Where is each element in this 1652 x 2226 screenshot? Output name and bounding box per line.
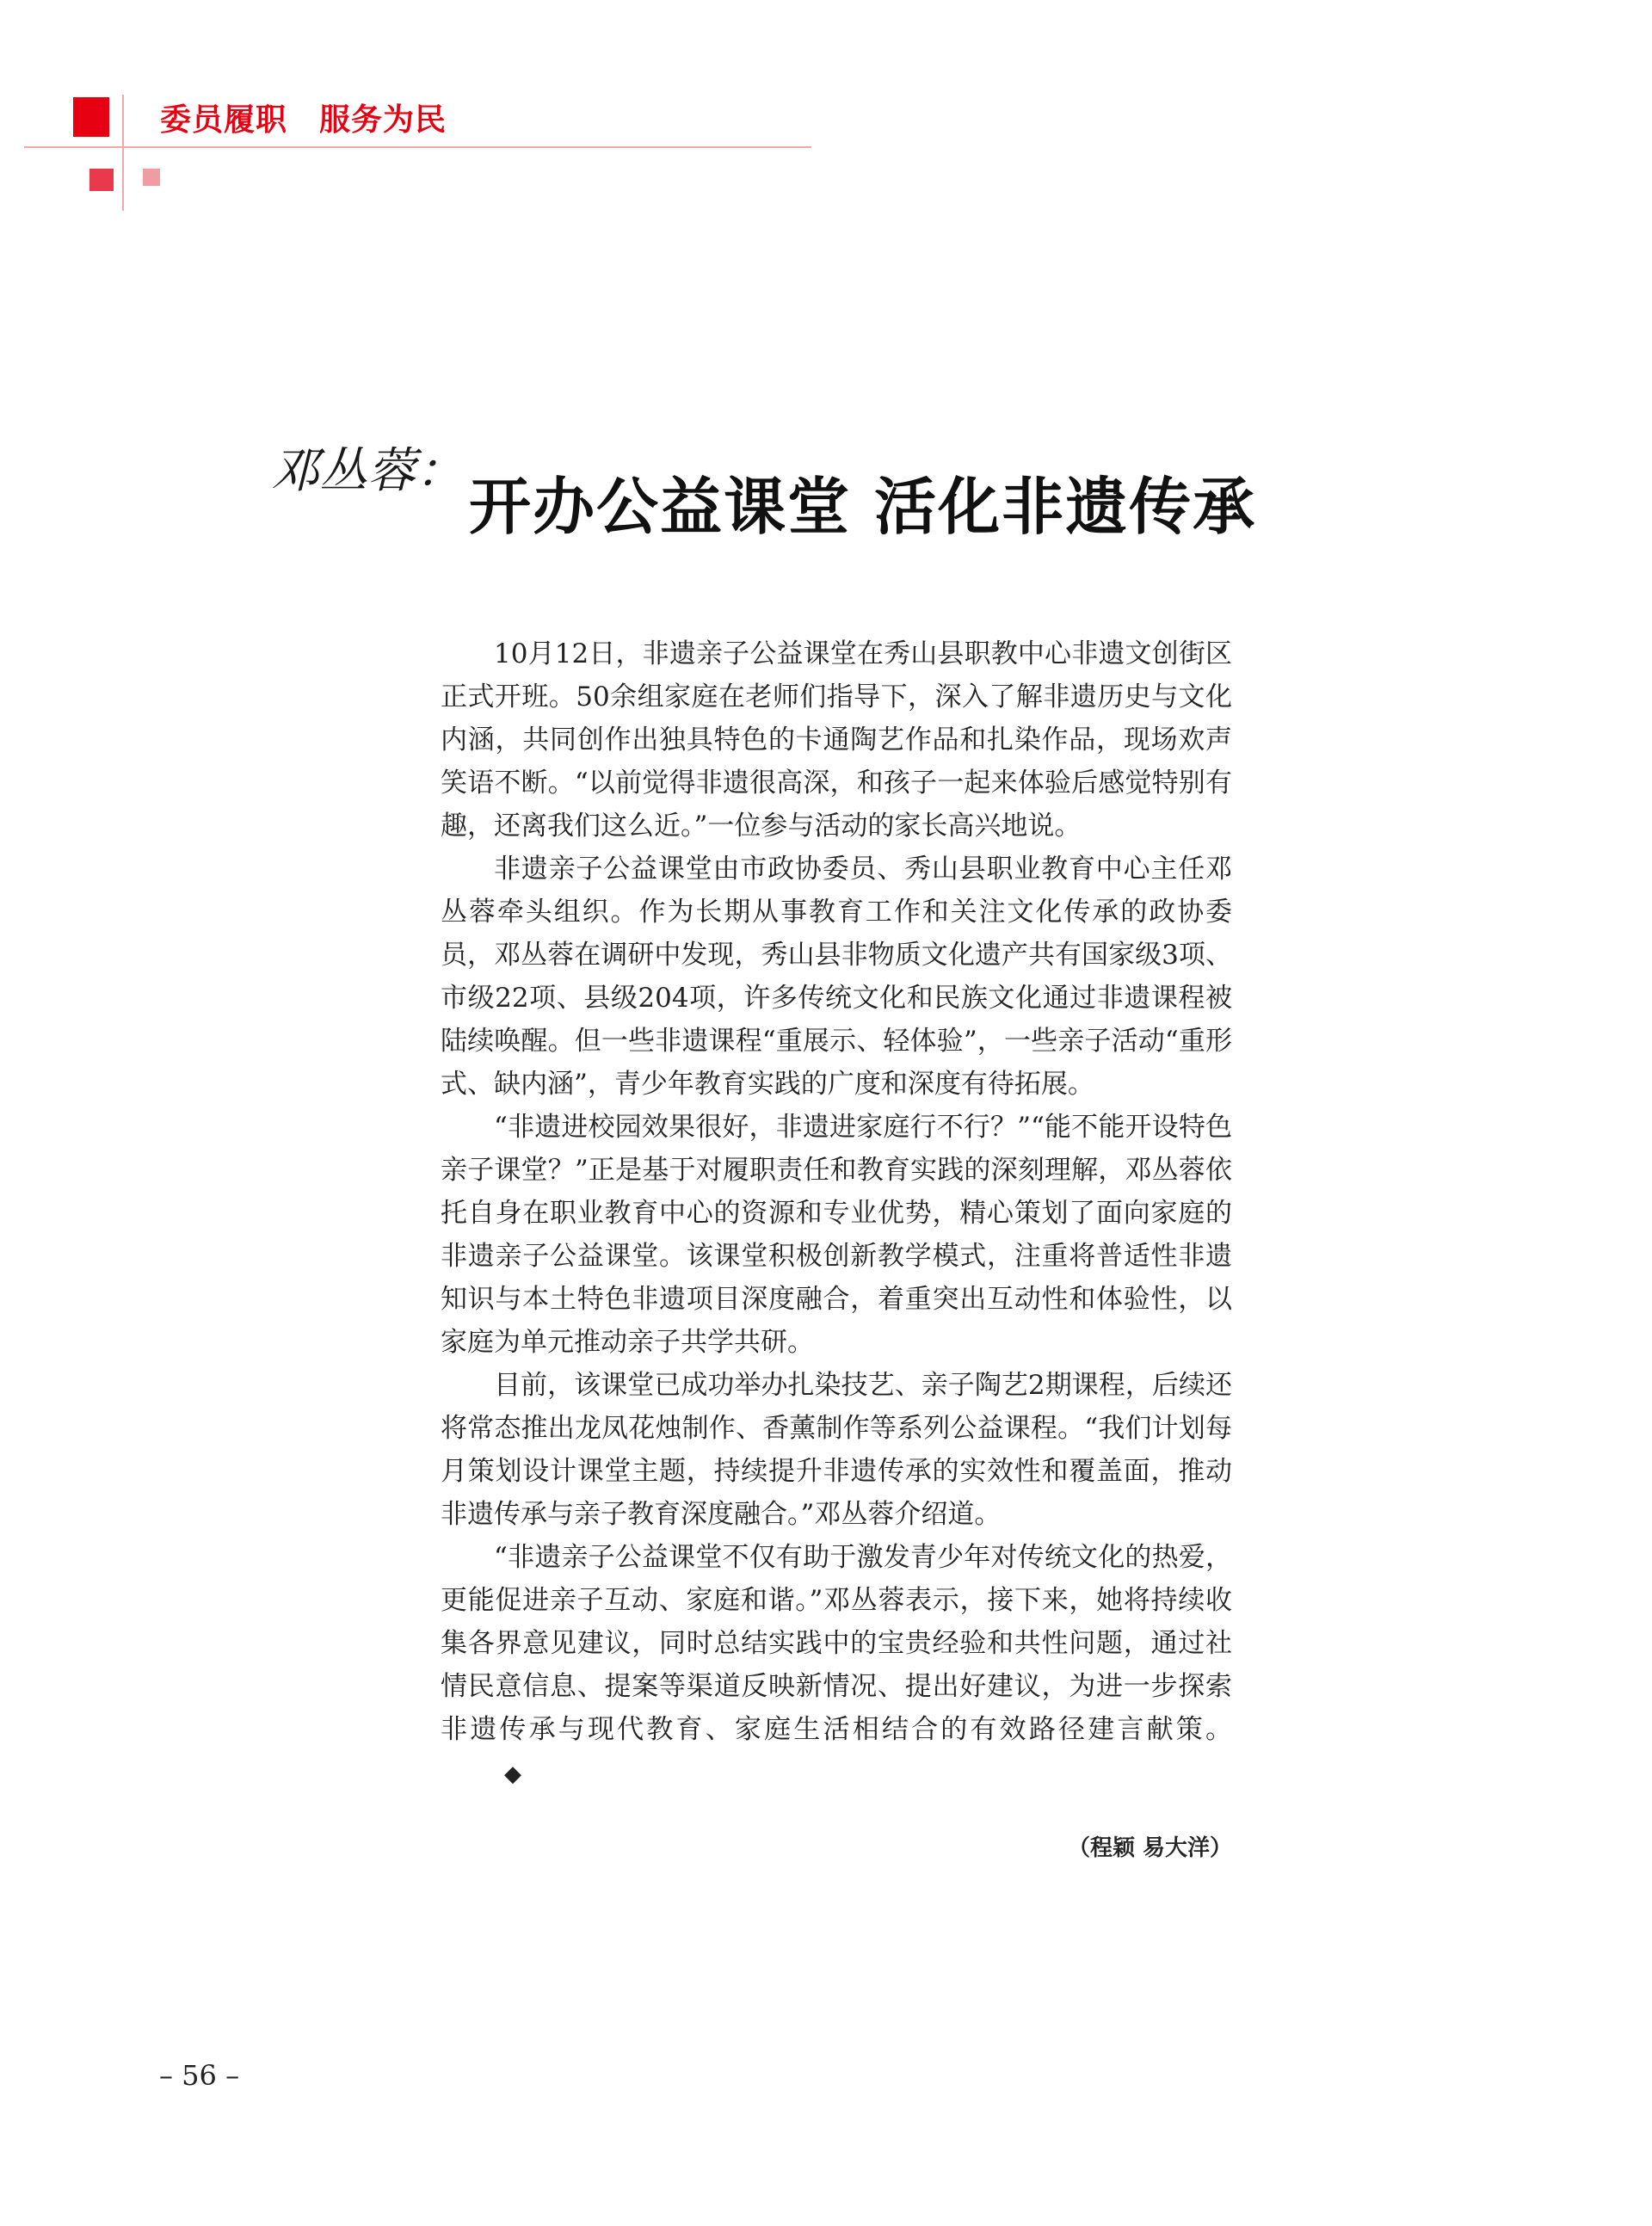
header-vertical-rule	[122, 95, 124, 211]
paragraph: “非遗进校园效果很好，非遗进家庭行不行？”“能不能开设特色亲子课堂？”正是基于对履职责任和教育实践的深刻理解，邓丛蓉依托自身在职业教育中心的资源和专业优势，精心策划了面向家庭的非遗亲子公益课堂。该课堂积极创新教学模式，注重将普适性非遗知识与本土特色非遗项目深度融合，着重突出互动性和体验性，以家庭为单元推动亲子共学共研。	[441, 1112, 1232, 1358]
header-small-square	[89, 169, 114, 191]
header-tiny-square	[143, 169, 160, 186]
header-red-square	[73, 97, 109, 137]
header-horizontal-rule	[24, 146, 811, 148]
article-body	[441, 632, 1232, 1796]
article-title-block	[271, 426, 1476, 555]
paragraph: 非遗亲子公益课堂由市政协委员、秀山县职业教育中心主任邓丛蓉牵头组织。作为长期从事教育工作和关注文化传承的政协委员，邓丛蓉在调研中发现，秀山县非物质文化遗产共有国家级3项、市级22项、县级204项，许多传统文化和民族文化通过非遗课程被陆续唤醒。但一些非遗课程“重展示、轻体验”，一些亲子活动“重形式、缺内涵”，青少年教育实践的广度和深度有待拓展。	[441, 854, 1232, 1100]
end-mark-icon: ◆	[504, 1761, 521, 1787]
page-number: – 56 –	[159, 2059, 240, 2092]
article-title: 开办公益课堂 活化非遗传承	[469, 471, 1257, 543]
paragraph: 目前，该课堂已成功举办扎染技艺、亲子陶艺2期课程，后续还将常态推出龙凤花烛制作、香薰制作等系列公益课程。“我们计划每月策划设计课堂主题，持续提升非遗传承的实效性和覆盖面，推动非遗传承与亲子教育深度融合。”邓丛蓉介绍道。	[441, 1370, 1232, 1530]
paragraph	[441, 1536, 1232, 1796]
section-title: 委员履职 服务为民	[160, 102, 447, 138]
paragraph-text: “非遗亲子公益课堂不仅有助于激发青少年对传统文化的热爱，更能促进亲子互动、家庭和谐。”邓丛蓉表示，接下来，她将持续收集各界意见建议，同时总结实践中的宝贵经验和共性问题，通过社情民意信息、提案等渠道反映新情况、提出好建议，为进一步探索非遗传承与现代教育、家庭生活相结合的有效路径建言献策。	[441, 1542, 1232, 1745]
paragraph: 10月12日，非遗亲子公益课堂在秀山县职教中心非遗文创街区正式开班。50余组家庭在老师们指导下，深入了解非遗历史与文化内涵，共同创作出独具特色的卡通陶艺作品和扎染作品，现场欢声笑语不断。“以前觉得非遗很高深，和孩子一起来体验后感觉特别有趣，还离我们这么近。”一位参与活动的家长高兴地说。	[441, 638, 1232, 842]
byline: （程颖 易大洋）	[1067, 1835, 1232, 1861]
article-person-name: 邓丛蓉：	[271, 443, 464, 499]
